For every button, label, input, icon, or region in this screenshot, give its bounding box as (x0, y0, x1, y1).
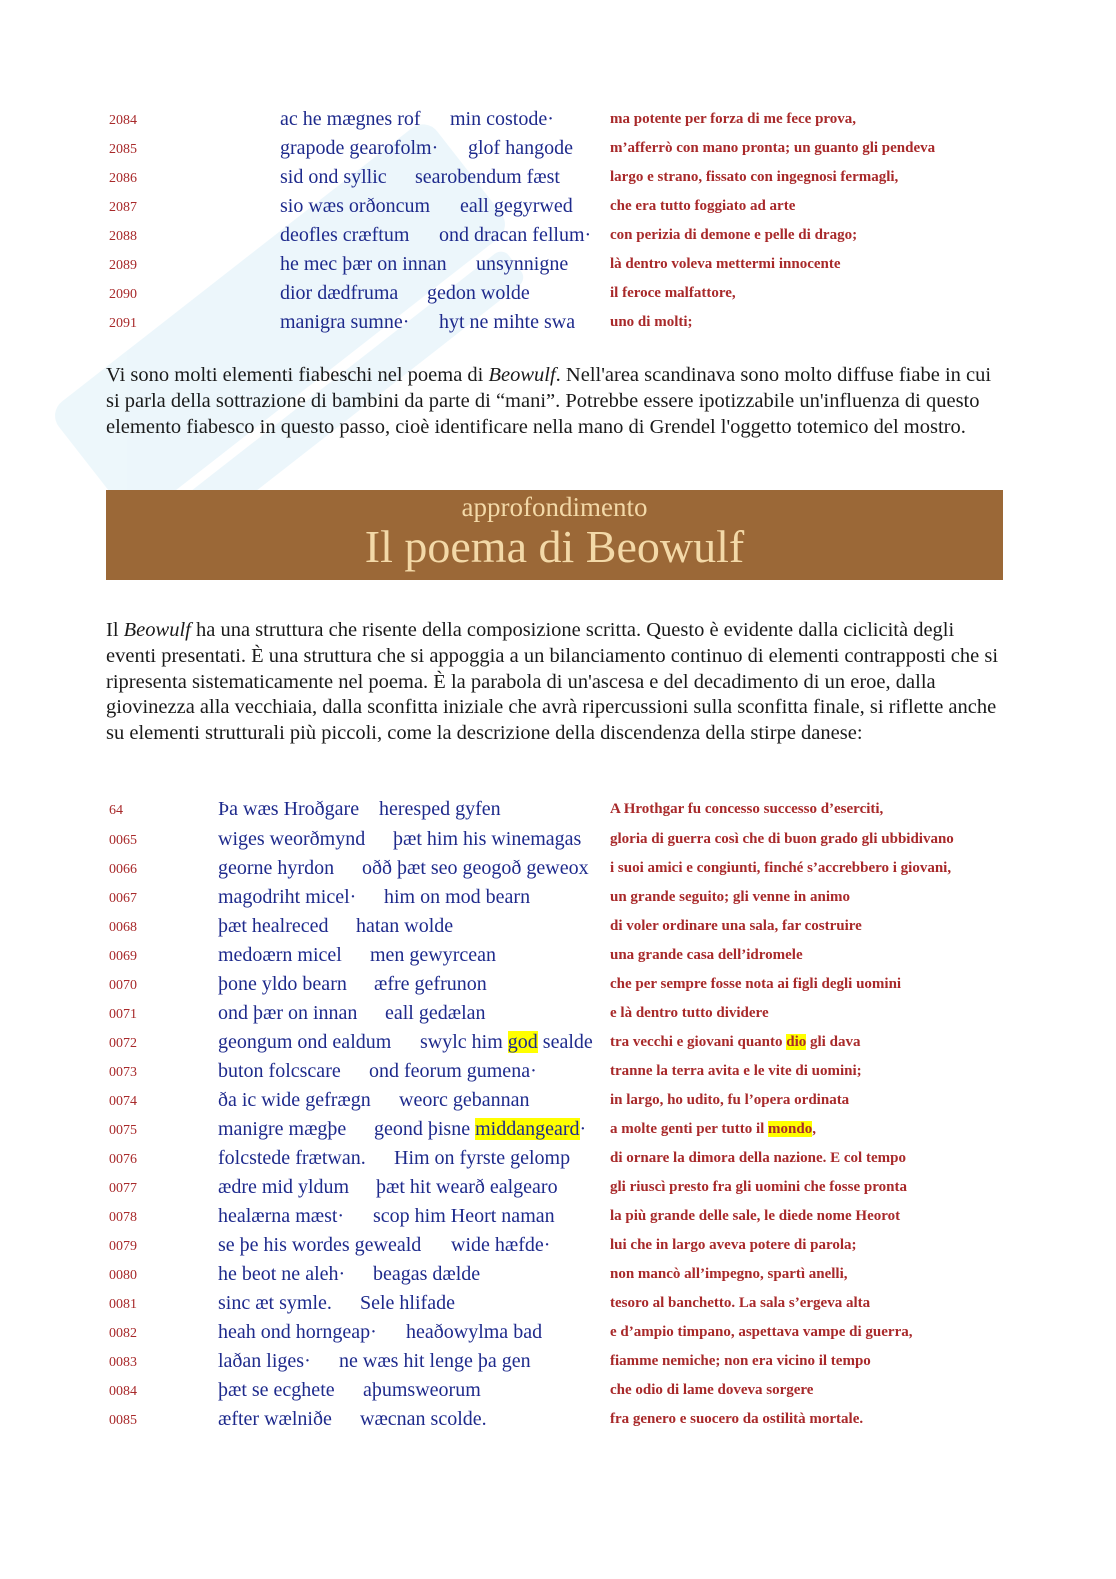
old-english-half-line-a: medoærn micel (218, 944, 342, 966)
verse-row (0, 944, 1116, 973)
old-english-half-line-b: þæt hit wearð ealgearo (376, 1176, 558, 1198)
old-english-half-line-a: ædre mid yldum (218, 1176, 350, 1198)
verse-number: 2088 (109, 229, 137, 244)
verse-number: 0085 (109, 1413, 137, 1428)
italian-translation: ma potente per forza di me fece prova, (610, 111, 857, 127)
old-english-half-line-a: ac he mægnes rof (280, 108, 421, 130)
verse-row (0, 1031, 1116, 1060)
italian-translation: i suoi amici e congiunti, finché s’accrebbero i giovani, (610, 860, 952, 876)
italian-translation: lui che in largo aveva potere di parola; (610, 1237, 857, 1253)
verse-number: 0071 (109, 1007, 137, 1022)
italian-translation: fiamme nemiche; non era vicino il tempo (610, 1353, 871, 1369)
verse-number: 2086 (109, 171, 137, 186)
old-english-half-line-b: Him on fyrste gelomp (394, 1147, 571, 1169)
old-english-text: sealde (537, 1031, 593, 1053)
intro-paragraph (106, 618, 1006, 747)
italian-text: , (812, 1121, 816, 1137)
old-english-half-line-b: glof hangode (468, 137, 573, 159)
italian-translation: gloria di guerra così che di buon grado gli ubbidivano (610, 831, 954, 847)
paragraph-text: ha una struttura che risente della composizione scritta. Questo è evidente dalla ciclicità degli eventi presentati. È una struttura che si appoggia a un bilanciamento continuo di elementi contrapposti che si ripresenta sistematicamente nel poema. È la parabola di un'ascesa e del decadimento di un eroe, dalla giovinezza alla vecchiaia, dalla sconfitta iniziale che avrà ripercussioni sulla sconfitta finale, si riflette anche su elementi strutturali più piccoli, come la descrizione della discendenza della stirpe danese: (106, 619, 999, 745)
old-english-half-line-a: he mec þær on innan (280, 253, 447, 275)
old-english-half-line-a: sid ond syllic (280, 166, 387, 188)
verse-number: 0080 (109, 1268, 137, 1283)
italian-translation: di voler ordinare una sala, far costruire (610, 918, 862, 934)
verse-row (0, 1321, 1116, 1350)
verse-row (0, 1176, 1116, 1205)
old-english-half-line-b: hyt ne mihte swa (439, 311, 576, 333)
highlighted-word: dio (786, 1034, 807, 1050)
verse-row (0, 1263, 1116, 1292)
old-english-half-line-b: wæcnan scolde. (360, 1408, 487, 1430)
old-english-half-line-a: sio wæs orðoncum (280, 195, 430, 217)
italian-text: gli dava (806, 1034, 861, 1050)
old-english-half-line-a: sinc æt symle. (218, 1292, 332, 1314)
old-english-half-line-a: healærna mæst· (218, 1205, 345, 1227)
old-english-half-line-b: scop him Heort naman (373, 1205, 555, 1227)
italian-translation: che per sempre fosse nota ai figli degli uomini (610, 976, 902, 992)
old-english-half-line-b: Sele hlifade (360, 1292, 455, 1314)
verse-row (0, 1205, 1116, 1234)
italian-translation: là dentro voleva mettermi innocente (610, 256, 841, 272)
verse-row (0, 886, 1116, 915)
italian-translation: tranne la terra avita e le vite di uomini; (610, 1063, 862, 1079)
italian-translation: uno di molti; (610, 314, 693, 330)
old-english-text: · (579, 1118, 587, 1140)
italian-translation: m’afferrò con mano pronta; un guanto gli pendeva (610, 140, 936, 156)
old-english-half-line-a: he beot ne aleh· (218, 1263, 346, 1285)
verse-number: 0076 (109, 1152, 137, 1167)
verse-number: 0082 (109, 1326, 137, 1341)
old-english-half-line-a: wiges weorðmynd (218, 828, 366, 850)
old-english-half-line-a: þæt se ecghete (218, 1379, 335, 1401)
old-english-text: swylc him (420, 1031, 508, 1053)
italian-translation: largo e strano, fissato con ingegnosi fermagli, (610, 169, 899, 185)
verse-row (0, 195, 1116, 224)
italian-translation (610, 1121, 816, 1138)
commentary-paragraph (106, 363, 1006, 440)
old-english-half-line-a: geongum ond ealdum (218, 1031, 392, 1053)
verse-number: 2089 (109, 258, 137, 273)
old-english-half-line-b: min costode· (450, 108, 554, 130)
old-english-half-line-a: æfter wælniðe (218, 1408, 332, 1430)
verse-row (0, 1234, 1116, 1263)
verse-row (0, 253, 1116, 282)
verse-number: 0070 (109, 978, 137, 993)
old-english-half-line-b (374, 1118, 586, 1141)
old-english-half-line-a: ond þær on innan (218, 1002, 358, 1024)
old-english-half-line-b: men gewyrcean (370, 944, 497, 966)
old-english-half-line-a: laðan liges· (218, 1350, 311, 1372)
old-english-half-line-b: æfre gefrunon (374, 973, 487, 995)
old-english-half-line-a: heah ond horngeap· (218, 1321, 377, 1343)
verse-number: 0068 (109, 920, 137, 935)
italian-translation (610, 1034, 860, 1051)
italian-translation: non mancò all’impegno, spartì anelli, (610, 1266, 848, 1282)
old-english-half-line-a: deofles cræftum (280, 224, 410, 246)
old-english-half-line-b: searobendum fæst (415, 166, 560, 188)
verse-number: 0069 (109, 949, 137, 964)
verse-row (0, 1118, 1116, 1147)
old-english-half-line-b: beagas dælde (373, 1263, 481, 1285)
highlighted-word: god (507, 1031, 538, 1053)
old-english-half-line-a: se þe his wordes geweald (218, 1234, 422, 1256)
paragraph-text: . Nell'area scandinava sono molto diffuse fiabe in cui si parla della sottrazione di bambini da parte di “mani”. Potrebbe essere ipotizzabile un'influenza di questo elemento fiabesco in questo passo, cioè identificare nella mano di Grendel l'oggetto totemico del mostro. (106, 364, 992, 438)
verse-number: 0072 (109, 1036, 137, 1051)
verse-row (0, 1147, 1116, 1176)
italian-translation: e là dentro tutto dividere (610, 1005, 769, 1021)
italian-translation: in largo, ho udito, fu l’opera ordinata (610, 1092, 850, 1108)
old-english-half-line-b: wide hæfde· (451, 1234, 551, 1256)
paragraph-text: Il (106, 619, 124, 641)
verse-number: 0065 (109, 833, 137, 848)
verse-number: 0066 (109, 862, 137, 877)
italian-translation: fra genero e suocero da ostilità mortale. (610, 1411, 864, 1427)
old-english-half-line-a: ða ic wide gefrægn (218, 1089, 371, 1111)
verse-number: 0075 (109, 1123, 137, 1138)
old-english-half-line-a: folcstede frætwan. (218, 1147, 366, 1169)
verse-row (0, 857, 1116, 886)
old-english-half-line-b: eall gedælan (385, 1002, 486, 1024)
italian-translation: un grande seguito; gli venne in animo (610, 889, 851, 905)
verse-row (0, 1408, 1116, 1437)
old-english-half-line-a: georne hyrdon (218, 857, 335, 879)
verse-row (0, 1350, 1116, 1379)
verse-number: 0083 (109, 1355, 137, 1370)
verse-number: 64 (109, 803, 123, 818)
italian-translation: una grande casa dell’idromele (610, 947, 803, 963)
old-english-half-line-a: buton folcscare (218, 1060, 341, 1082)
old-english-half-line-b (420, 1031, 593, 1054)
old-english-half-line-b: him on mod bearn (384, 886, 531, 908)
old-english-half-line-b: ond dracan fellum· (439, 224, 592, 246)
old-english-half-line-b: heresped gyfen (379, 798, 501, 820)
old-english-text: geond þisne (374, 1118, 476, 1140)
verse-number: 0084 (109, 1384, 137, 1399)
verse-row (0, 973, 1116, 1002)
verse-row (0, 1089, 1116, 1118)
verse-row (0, 137, 1116, 166)
verse-number: 0079 (109, 1239, 137, 1254)
old-english-half-line-b: unsynnigne (476, 253, 569, 275)
verse-number: 2085 (109, 142, 137, 157)
italian-translation: A Hrothgar fu concesso successo d’eserciti, (610, 801, 884, 817)
old-english-half-line-a: magodriht micel· (218, 886, 357, 908)
verse-row (0, 224, 1116, 253)
paragraph-italic-title: Beowulf (123, 619, 191, 641)
highlighted-word: mondo (768, 1121, 813, 1137)
italian-translation: di ornare la dimora della nazione. E col tempo (610, 1150, 906, 1166)
banner-subtitle: approfondimento (461, 492, 648, 522)
old-english-half-line-b: gedon wolde (427, 282, 530, 304)
verse-number: 2091 (109, 316, 137, 331)
italian-translation: la più grande delle sale, le diede nome Heorot (610, 1208, 901, 1224)
verse-row (0, 311, 1116, 340)
verse-number: 0078 (109, 1210, 137, 1225)
verse-number: 0081 (109, 1297, 137, 1312)
old-english-half-line-b: heaðowylma bad (406, 1321, 543, 1343)
old-english-half-line-a: þæt healreced (218, 915, 329, 937)
verse-row (0, 915, 1116, 944)
verse-row (0, 1002, 1116, 1031)
italian-text: tra vecchi e giovani quanto (610, 1034, 787, 1050)
old-english-half-line-a: þone yldo bearn (218, 973, 347, 995)
old-english-half-line-b: aþumsweorum (363, 1379, 481, 1401)
highlighted-word: middangeard (475, 1118, 580, 1140)
italian-translation: che era tutto foggiato ad arte (610, 198, 796, 214)
verse-number: 2090 (109, 287, 137, 302)
verse-number: 0077 (109, 1181, 137, 1196)
old-english-half-line-b: þæt him his winemagas (393, 828, 582, 850)
old-english-half-line-b: weorc gebannan (399, 1089, 530, 1111)
old-english-half-line-b: eall gegyrwed (460, 195, 573, 217)
old-english-half-line-a: manigre mægþe (218, 1118, 347, 1140)
verse-number: 0067 (109, 891, 137, 906)
paragraph-text: Vi sono molti elementi fiabeschi nel poema di (106, 364, 489, 386)
verse-row (0, 1379, 1116, 1408)
verse-number: 0074 (109, 1094, 137, 1109)
verse-row (0, 1060, 1116, 1089)
banner-title: Il poema di Beowulf (364, 521, 745, 572)
verse-row (0, 1292, 1116, 1321)
italian-text: a molte genti per tutto il (610, 1121, 769, 1137)
verse-number: 0073 (109, 1065, 137, 1080)
verse-number: 2084 (109, 113, 137, 128)
verse-row (0, 282, 1116, 311)
old-english-half-line-a: Þa wæs Hroðgare (218, 798, 360, 820)
paragraph-italic-title: Beowulf (488, 364, 556, 386)
verse-row (0, 166, 1116, 195)
italian-translation: e d’ampio timpano, aspettava vampe di guerra, (610, 1324, 913, 1340)
italian-translation: il feroce malfattore, (610, 285, 736, 301)
italian-translation: gli riuscì presto fra gli uomini che fosse pronta (610, 1179, 907, 1195)
old-english-half-line-a: grapode gearofolm· (280, 137, 439, 159)
verse-row (0, 828, 1116, 857)
italian-translation: tesoro al banchetto. La sala s’ergeva alta (610, 1295, 871, 1311)
verse-row (0, 798, 1116, 827)
verse-row (0, 108, 1116, 137)
italian-translation: con perizia di demone e pelle di drago; (610, 227, 858, 243)
old-english-half-line-b: ne wæs hit lenge þa gen (339, 1350, 531, 1372)
verse-number: 2087 (109, 200, 137, 215)
old-english-half-line-a: dior dædfruma (280, 282, 399, 304)
old-english-half-line-b: ond feorum gumena· (369, 1060, 537, 1082)
old-english-half-line-b: oðð þæt seo geogoð geweox (362, 857, 589, 879)
section-banner (106, 490, 1003, 580)
old-english-half-line-b: hatan wolde (356, 915, 454, 937)
italian-translation: che odio di lame doveva sorgere (610, 1382, 814, 1398)
old-english-half-line-a: manigra sumne· (280, 311, 410, 333)
